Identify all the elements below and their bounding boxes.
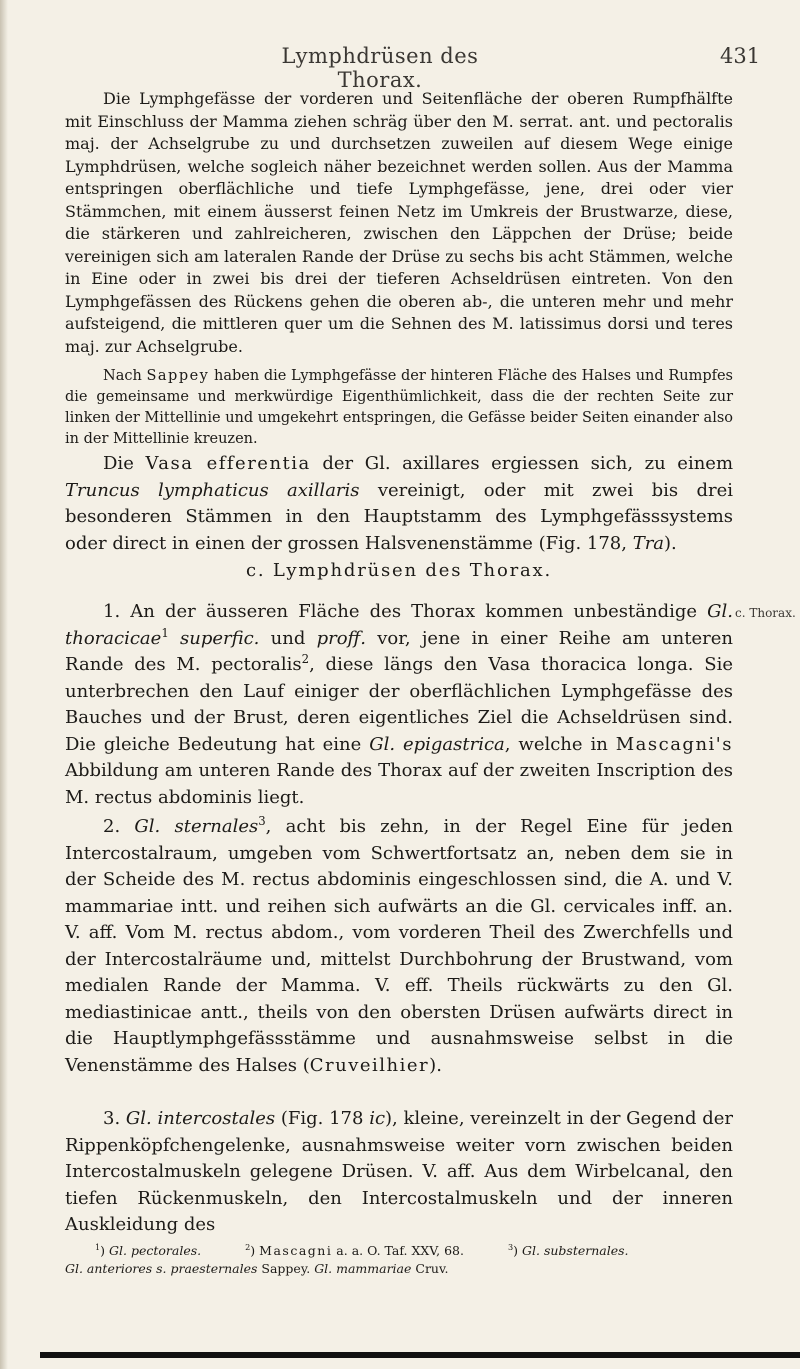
running-title: Lymphdrüsen des Thorax. <box>281 44 479 92</box>
footnotes <box>65 1242 733 1278</box>
footnote-ref-1: 1 <box>161 625 169 640</box>
item-gl-intercostales: 3. Gl. intercostales (Fig. 178 ic), kleine, vereinzelt in der Gegend der Rippenköpfchengelenke, ausnahmsweise weiter vorn zwischen beiden Intercostalmuskeln gelegene Drüsen. V. aff. Aus dem Wirbelcanal, den tiefen Rückenmuskeln, den Intercostalmuskeln und der inneren Auskleidung des <box>65 1108 733 1235</box>
margin-note: c. Thorax. <box>735 606 796 620</box>
item-gl-sternales: 2. Gl. sternales$^3$, acht bis zehn, in der Regel Eine für jeden Intercostalraum, umgeben vom Schwertfortsatz an, neben dem sie in der Scheide des M. rectus abdominis eingeschlossen sind, die A. und V. mammariae intt. und reihen sich aufwärts an die Gl. cervicales inff. an. V. aff. Vom M. rectus abdom., vom vorderen Theil des Zwerchfells und der Intercostalräume und, mittelst Durchbohrung der Brustwand, vom medialen Rande der Mamma. V. eff. Theils rückwärts zu den Gl. mediastinicae antt., theils von den obersten Drüsen aufwärts direct in die Hauptlymphgefässstämme und ausnahmsweise selbst in die Venenstämme des Halses (Cruveilhier). <box>65 814 733 1076</box>
item-gl-thoracicae: 1. An der äusseren Fläche des Thorax kommen unbeständige Gl. thoracicae$^1$ superfic. und proff. vor, jene in einer Reihe am unteren Rande des M. pectoralis$^2$, diese längs den Vasa thoracica longa. Sie unterbrechen den Lauf einiger der oberflächlichen Lymphgefässe des Bauches und der Brust, deren eigentliches Ziel die Achseldrüsen sind. Die gleiche Bedeutung hat eine Gl. epigastrica, welche in Mascagni's Abbildung am unteren Rande des Thorax auf der zweiten Inscription des M. rectus abdominis liegt. <box>65 601 733 808</box>
page-number: 431 <box>720 44 761 68</box>
footnote-line-1: $^1$) Gl. pectorales. $^2$) Mascagni a. a. O. Taf. XXV, 68. $^3$) Gl. substernales. <box>95 1241 629 1258</box>
footnote-ref-2: 2 <box>301 652 310 666</box>
footnote-line-2: Gl. anteriores s. praesternales Sappey. Gl. mammariae Cruv. <box>65 1261 449 1276</box>
paragraph-vasa-efferentia: Die Vasa efferentia der Gl. axillares ergiessen sich, zu einem Truncus lymphaticus axillaris vereinigt, oder mit zwei bis drei besonderen Stämmen in den Hauptstamm des Lymphgefässsystems oder direct in einen der grossen Halsvenenstämme (Fig. 178, Tra). <box>65 453 734 554</box>
page-binding-shadow <box>0 0 8 1369</box>
bottom-rule <box>40 1352 800 1358</box>
paragraph-sappey-note: Nach Sappey haben die Lymphgefässe der hinteren Fläche des Halses und Rumpfes die gemeinsame und merkwürdige Eigenthümlichkeit, dass die der rechten Seite zur linken der Mittellinie und umgekehrt entspringen, die Gefässe beider Seiten einander also in der Mittellinie kreuzen. <box>65 368 733 447</box>
footnote-ref-3: 3 <box>258 814 266 828</box>
section-heading: c. Lymphdrüsen des Thorax. <box>245 560 552 581</box>
paragraph-lymphatics-mamma: Die Lymphgefässe der vorderen und Seitenfläche der oberen Rumpfhälfte mit Einschluss der Mamma ziehen schräg über den M. serrat. ant. und pectoralis maj. der Achselgrube zu und durchsetzen zuweilen auf diesem Wege einige Lymphdrüsen, welche sogleich näher bezeichnet werden sollen. Aus der Mamma entspringen oberflächliche und tiefe Lymphgefässe, jene, drei oder vier Stämmchen, mit einem äusserst feinen Netz im Umkreis der Brustwarze, diese, die stärkeren und zahlreicheren, zwischen den Läppchen der Drüse; beide vereinigen sich am lateralen Rande der Drüse zu sechs bis acht Stämmen, welche in Eine oder in zwei bis drei der tieferen Achseldrüsen eintreten. Von den Lymphgefässen des Rückens gehen die oberen ab-, die unteren mehr und mehr aufsteigend, die mittleren quer um die Sehnen des M. latissimus dorsi und teres maj. zur Achselgrube. <box>65 89 733 356</box>
